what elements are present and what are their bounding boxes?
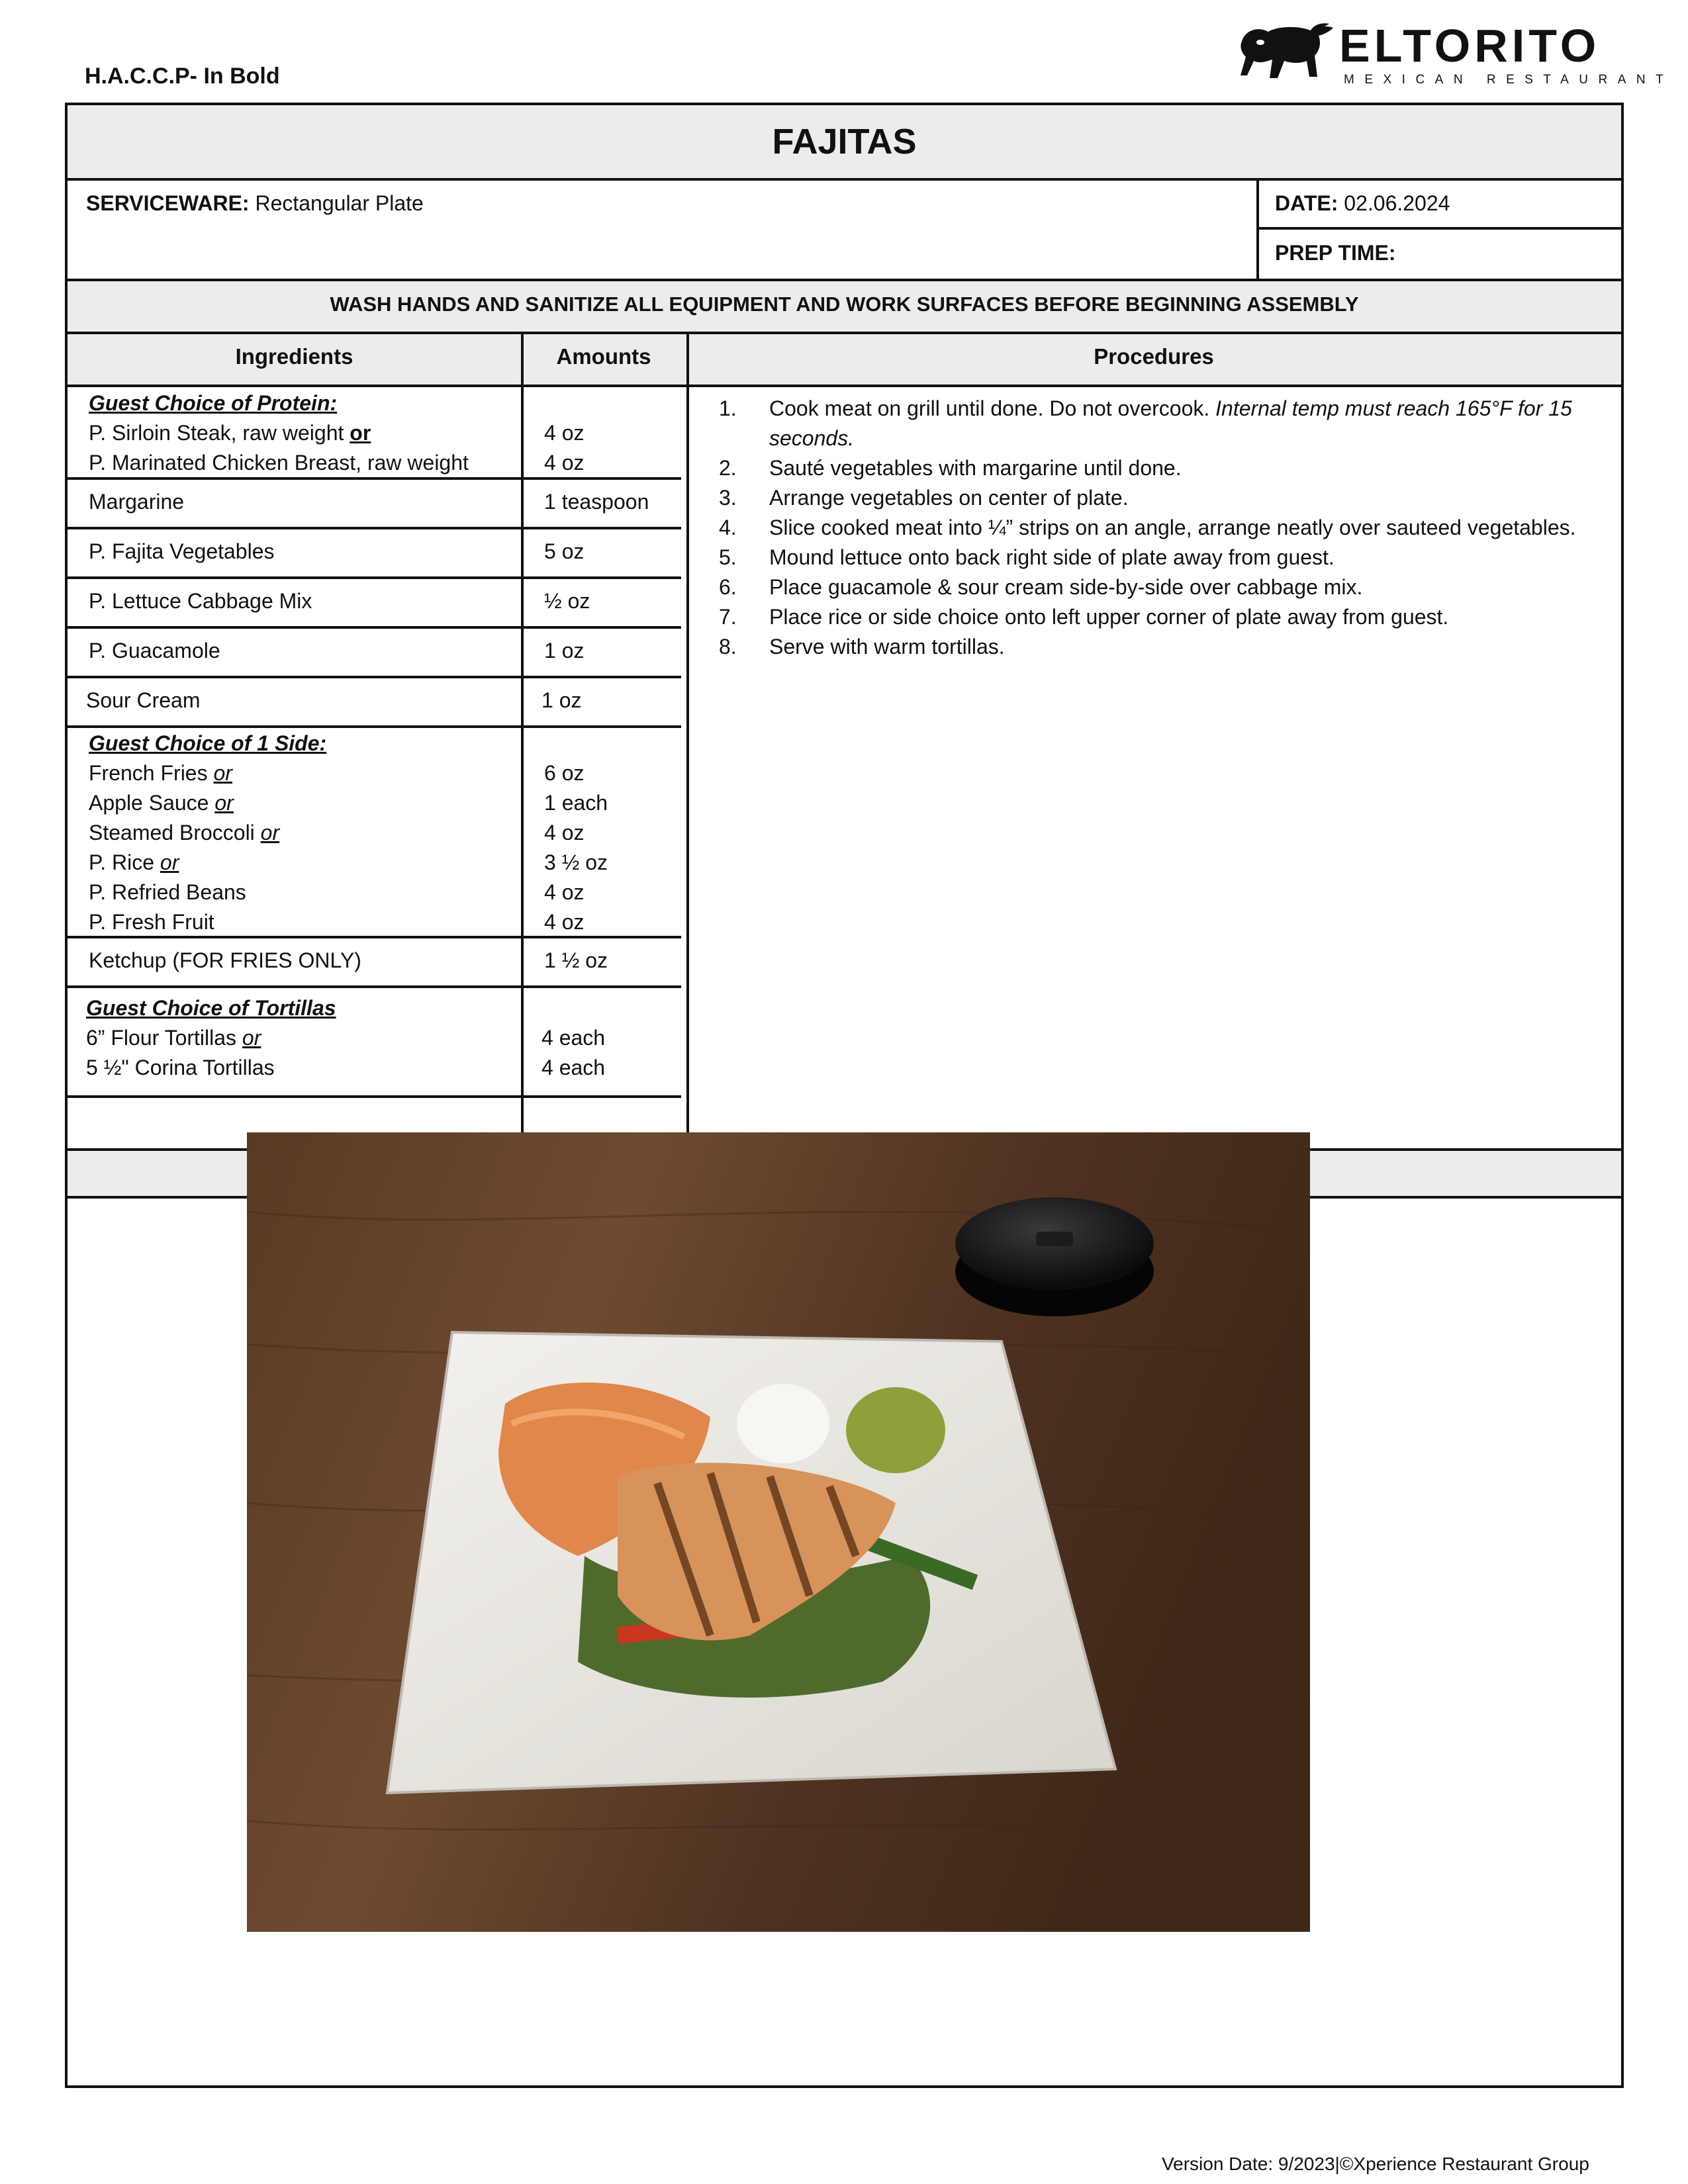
amount-corina-tortillas: 4 each bbox=[541, 1056, 606, 1079]
ingredient-apple-sauce: Apple Sauce or bbox=[89, 791, 234, 815]
protein-ingredients bbox=[89, 388, 469, 478]
amount-margarine: 1 teaspoon bbox=[544, 490, 649, 514]
tortilla-amounts bbox=[541, 1023, 605, 1083]
ingredients-header: Ingredients bbox=[235, 344, 353, 369]
date-value: 02.06.2024 bbox=[1344, 191, 1450, 215]
procedure-step-3: 3. Arrange vegetables on center of plate. bbox=[719, 486, 1129, 510]
amount-apple-sauce: 1 each bbox=[544, 791, 608, 815]
sides-heading: Guest Choice of 1 Side: bbox=[89, 731, 327, 755]
ingredient-french-fries: French Fries or bbox=[89, 761, 232, 785]
amount-rice: 3 ½ oz bbox=[544, 850, 608, 874]
version-footer: Version Date: 9/2023|©Xperience Restaurant Group bbox=[1162, 2154, 1589, 2174]
ingredient-margarine: Margarine bbox=[89, 490, 185, 514]
amount-lettuce-cabbage: ½ oz bbox=[544, 589, 590, 613]
ingredient-fajita-vegetables: P. Fajita Vegetables bbox=[89, 539, 275, 563]
prep-time-label: PREP TIME: bbox=[1275, 241, 1396, 265]
amount-sirloin: 4 oz bbox=[544, 421, 585, 445]
tortillas-heading: Guest Choice of Tortillas bbox=[86, 996, 336, 1020]
procedure-step-7: 7. Place rice or side choice onto left upper corner of plate away from guest. bbox=[719, 605, 1449, 629]
ingredient-fresh-fruit: P. Fresh Fruit bbox=[89, 910, 214, 934]
procedure-step-6: 6. Place guacamole & sour cream side-by-side over cabbage mix. bbox=[719, 575, 1363, 599]
ingredient-refried-beans: P. Refried Beans bbox=[89, 880, 246, 904]
side-ingredients bbox=[89, 729, 326, 937]
amount-guacamole: 1 oz bbox=[544, 639, 585, 662]
protein-amounts bbox=[544, 418, 584, 478]
procedures-header: Procedures bbox=[1094, 344, 1214, 369]
logo-tagline: MEXICAN RESTAURANT bbox=[1344, 73, 1674, 87]
amount-chicken: 4 oz bbox=[544, 451, 585, 475]
prep-time-field bbox=[1275, 241, 1396, 265]
el-torito-logo bbox=[1237, 20, 1674, 87]
ingredient-guacamole: P. Guacamole bbox=[89, 639, 220, 662]
serviceware-label: SERVICEWARE: bbox=[86, 191, 250, 215]
amount-flour-tortillas: 4 each bbox=[541, 1026, 606, 1050]
tortilla-ingredients bbox=[86, 993, 336, 1083]
logo-wordmark: ELTORITO bbox=[1339, 20, 1601, 71]
serviceware-field bbox=[86, 191, 424, 216]
procedure-list bbox=[703, 394, 1603, 662]
ingredient-steamed-broccoli: Steamed Broccoli or bbox=[89, 821, 280, 844]
amount-fajita-vegetables: 5 oz bbox=[544, 539, 585, 563]
recipe-title: FAJITAS bbox=[772, 122, 917, 161]
amounts-header: Amounts bbox=[556, 344, 651, 369]
amount-fresh-fruit: 4 oz bbox=[544, 910, 585, 934]
wash-banner: WASH HANDS AND SANITIZE ALL EQUIPMENT AND WORK SURFACES BEFORE BEGINNING ASSEMBLY bbox=[330, 293, 1359, 316]
ingredient-corina-tortillas: 5 ½" Corina Tortillas bbox=[86, 1056, 275, 1079]
ingredient-sour-cream: Sour Cream bbox=[86, 688, 201, 712]
procedure-step-8: 8. Serve with warm tortillas. bbox=[719, 635, 1005, 659]
protein-heading: Guest Choice of Protein: bbox=[89, 391, 338, 415]
procedure-step-1: 1. Cook meat on grill until done. Do not overcook. Internal temp must reach 165°F for 15 seconds. bbox=[719, 396, 1572, 450]
amount-refried-beans: 4 oz bbox=[544, 880, 585, 904]
date-label: DATE: bbox=[1275, 191, 1338, 215]
ingredient-lettuce-cabbage: P. Lettuce Cabbage Mix bbox=[89, 589, 312, 613]
amount-steamed-broccoli: 4 oz bbox=[544, 821, 585, 844]
serviceware-value: Rectangular Plate bbox=[255, 191, 424, 215]
procedure-step-4: 4. Slice cooked meat into ¼” strips on an angle, arrange neatly over sauteed vegetables. bbox=[719, 516, 1576, 539]
side-amounts bbox=[544, 758, 608, 937]
amount-ketchup: 1 ½ oz bbox=[544, 948, 608, 972]
procedure-step-2: 2. Sauté vegetables with margarine until done. bbox=[719, 456, 1182, 480]
amount-sour-cream: 1 oz bbox=[541, 688, 582, 712]
haccp-note: H.A.C.C.P- In Bold bbox=[85, 64, 280, 89]
ingredient-chicken: P. Marinated Chicken Breast, raw weight bbox=[89, 451, 469, 475]
ingredient-rice: P. Rice or bbox=[89, 850, 179, 874]
fajitas-plate-photo bbox=[247, 1132, 1310, 1932]
procedure-step-5: 5. Mound lettuce onto back right side of plate away from guest. bbox=[719, 545, 1335, 569]
ingredient-flour-tortillas: 6” Flour Tortillas or bbox=[86, 1026, 261, 1050]
ingredient-ketchup: Ketchup (FOR FRIES ONLY) bbox=[89, 948, 361, 972]
bull-icon bbox=[1237, 23, 1336, 82]
date-field bbox=[1275, 191, 1450, 216]
ingredient-sirloin: P. Sirloin Steak, raw weight or bbox=[89, 421, 371, 445]
amount-french-fries: 6 oz bbox=[544, 761, 585, 785]
internal-temp-note: Internal temp must reach 165°F for 15 seconds. bbox=[769, 396, 1572, 450]
